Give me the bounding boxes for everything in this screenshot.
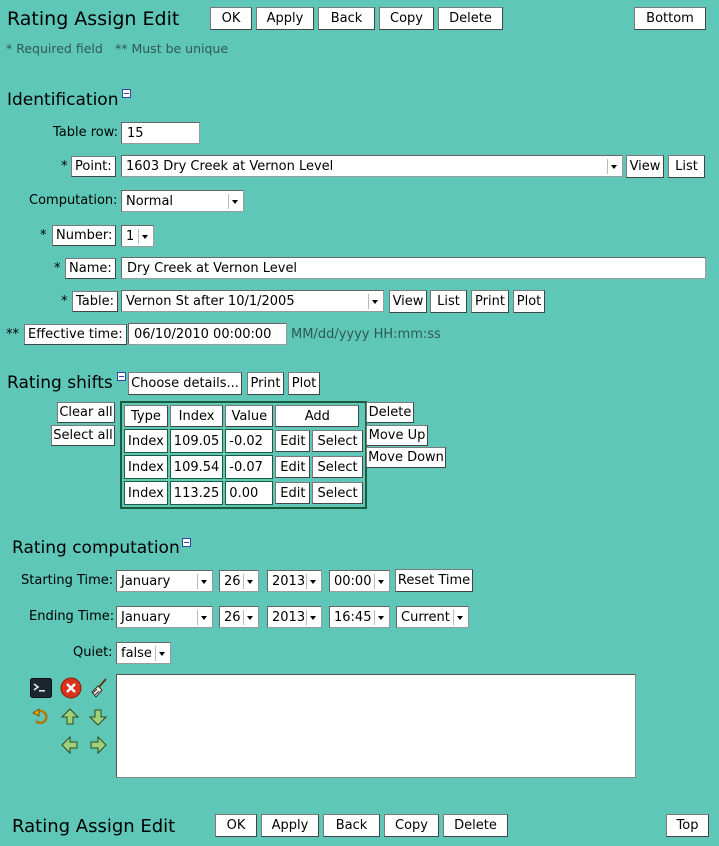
reset-time-button[interactable]: Reset Time bbox=[395, 569, 473, 592]
arrow-right-icon[interactable] bbox=[87, 734, 109, 756]
end-day-value: 26 bbox=[224, 609, 241, 625]
rating-shifts-heading: Rating shifts bbox=[7, 373, 113, 393]
point-view-button[interactable]: View bbox=[626, 155, 664, 178]
table-plot-button[interactable]: Plot bbox=[513, 290, 545, 313]
footer-back-button[interactable]: Back bbox=[323, 814, 380, 837]
collapse-computation-icon[interactable] bbox=[182, 538, 191, 547]
computation-value: Normal bbox=[126, 193, 174, 209]
start-year-value: 2013 bbox=[272, 573, 306, 589]
end-year-value: 2013 bbox=[272, 609, 306, 625]
name-input[interactable]: Dry Creek at Vernon Level bbox=[121, 257, 706, 279]
chevron-down-icon bbox=[306, 610, 319, 625]
collapse-identification-icon[interactable] bbox=[122, 89, 131, 98]
required-note: * Required field bbox=[6, 41, 103, 56]
edit-button[interactable]: Edit bbox=[275, 430, 310, 452]
value-cell: -0.02 bbox=[225, 429, 273, 453]
bottom-button[interactable]: Bottom bbox=[634, 7, 706, 30]
start-day-value: 26 bbox=[224, 573, 241, 589]
chevron-down-icon bbox=[197, 574, 210, 589]
chevron-down-icon bbox=[138, 229, 151, 244]
effective-time-label-button[interactable]: Effective time: bbox=[24, 324, 127, 345]
quiet-select[interactable] bbox=[116, 642, 171, 664]
chevron-down-icon bbox=[228, 194, 241, 209]
top-button[interactable]: Top bbox=[666, 814, 709, 837]
select-button[interactable]: Select bbox=[312, 482, 362, 504]
rating-computation-heading: Rating computation bbox=[12, 538, 180, 558]
index-cell: 109.05 bbox=[170, 429, 224, 453]
select-button[interactable]: Select bbox=[312, 430, 362, 452]
delete-button[interactable]: Delete bbox=[438, 7, 503, 30]
end-time-value: 16:45 bbox=[334, 609, 372, 625]
table-row bbox=[124, 429, 363, 453]
shifts-table bbox=[120, 401, 367, 509]
quiet-value: false bbox=[121, 645, 152, 661]
delete-shift-button[interactable]: Delete bbox=[366, 402, 414, 423]
arrow-down-icon[interactable] bbox=[87, 706, 109, 728]
apply-button[interactable]: Apply bbox=[256, 7, 314, 30]
table-row-label: Table row: bbox=[53, 125, 119, 140]
chevron-down-icon bbox=[306, 574, 319, 589]
identification-heading: Identification bbox=[7, 90, 119, 110]
table-row bbox=[124, 455, 363, 479]
arrow-left-icon[interactable] bbox=[59, 734, 81, 756]
shifts-print-button[interactable]: Print bbox=[247, 372, 284, 395]
value-column-header[interactable]: Value bbox=[225, 405, 273, 427]
table-select[interactable] bbox=[121, 290, 384, 312]
required-star: * bbox=[61, 159, 68, 174]
shifts-plot-button[interactable]: Plot bbox=[288, 372, 320, 395]
chevron-down-icon bbox=[197, 610, 210, 625]
start-time-value: 00:00 bbox=[334, 573, 372, 589]
start-year-select[interactable] bbox=[267, 570, 322, 592]
computation-select[interactable] bbox=[121, 190, 244, 212]
footer-copy-button[interactable]: Copy bbox=[384, 814, 439, 837]
required-star: * bbox=[40, 228, 47, 243]
end-year-select[interactable] bbox=[267, 606, 322, 628]
chevron-down-icon bbox=[453, 610, 466, 625]
choose-details-button[interactable]: Choose details... bbox=[128, 372, 242, 395]
value-cell: -0.07 bbox=[225, 455, 273, 479]
chevron-down-icon bbox=[374, 574, 387, 589]
broom-icon[interactable] bbox=[88, 677, 110, 699]
move-up-button[interactable]: Move Up bbox=[366, 425, 428, 446]
arrow-up-icon[interactable] bbox=[59, 706, 81, 728]
number-label-button[interactable]: Number: bbox=[52, 225, 116, 246]
edit-button[interactable]: Edit bbox=[275, 456, 310, 478]
stop-icon[interactable] bbox=[60, 677, 82, 699]
edit-button[interactable]: Edit bbox=[275, 482, 310, 504]
type-cell: Index bbox=[124, 481, 168, 505]
table-print-button[interactable]: Print bbox=[471, 290, 509, 313]
collapse-shifts-icon[interactable] bbox=[117, 372, 126, 381]
number-select[interactable] bbox=[121, 225, 154, 247]
unique-note: ** Must be unique bbox=[115, 41, 229, 56]
unique-star: ** bbox=[6, 327, 19, 342]
copy-button[interactable]: Copy bbox=[379, 7, 434, 30]
required-star: * bbox=[61, 294, 68, 309]
point-list-button[interactable]: List bbox=[668, 155, 705, 178]
type-cell: Index bbox=[124, 455, 168, 479]
page-title: Rating Assign Edit bbox=[7, 8, 180, 30]
point-label-button[interactable]: Point: bbox=[71, 156, 116, 177]
footer-title: Rating Assign Edit bbox=[12, 816, 176, 837]
starting-time-label: Starting Time: bbox=[21, 573, 114, 588]
clear-all-button[interactable]: Clear all bbox=[57, 402, 115, 423]
footer-delete-button[interactable]: Delete bbox=[443, 814, 508, 837]
ok-button[interactable]: OK bbox=[210, 7, 252, 30]
index-cell: 109.54 bbox=[170, 455, 224, 479]
required-star: * bbox=[54, 261, 61, 276]
table-row-input[interactable]: 15 bbox=[121, 122, 200, 144]
computation-label: Computation: bbox=[29, 193, 118, 208]
move-down-button[interactable]: Move Down bbox=[366, 447, 446, 468]
table-value: Vernon St after 10/1/2005 bbox=[126, 293, 295, 309]
start-time-select[interactable] bbox=[329, 570, 390, 592]
terminal-icon[interactable] bbox=[30, 677, 52, 699]
chevron-down-icon bbox=[243, 574, 256, 589]
table-row bbox=[124, 481, 363, 505]
name-label-button[interactable]: Name: bbox=[65, 258, 116, 279]
effective-time-format: MM/dd/yyyy HH:mm:ss bbox=[291, 327, 441, 342]
chevron-down-icon bbox=[243, 610, 256, 625]
end-time-select[interactable] bbox=[329, 606, 390, 628]
end-mode-select[interactable] bbox=[396, 606, 469, 628]
add-shift-button[interactable]: Add bbox=[275, 405, 359, 427]
number-value: 1 bbox=[126, 228, 135, 244]
point-select[interactable] bbox=[121, 155, 623, 177]
quiet-label: Quiet: bbox=[73, 645, 113, 660]
chevron-down-icon bbox=[155, 646, 168, 661]
footer-ok-button[interactable]: OK bbox=[215, 814, 257, 837]
select-button[interactable]: Select bbox=[312, 456, 362, 478]
back-button[interactable]: Back bbox=[318, 7, 375, 30]
end-mode-value: Current bbox=[401, 609, 450, 625]
ending-time-label: Ending Time: bbox=[29, 609, 115, 624]
end-month-select[interactable] bbox=[116, 606, 213, 628]
output-textarea[interactable] bbox=[116, 674, 636, 778]
footer-apply-button[interactable]: Apply bbox=[261, 814, 319, 837]
undo-icon[interactable] bbox=[30, 706, 52, 728]
effective-time-input[interactable]: 06/10/2010 00:00:00 bbox=[128, 323, 287, 345]
type-column-header[interactable]: Type bbox=[124, 405, 168, 427]
start-month-value: January bbox=[121, 573, 171, 589]
start-day-select[interactable] bbox=[219, 570, 259, 592]
table-list-button[interactable]: List bbox=[430, 290, 467, 313]
index-column-header[interactable]: Index bbox=[170, 405, 224, 427]
chevron-down-icon bbox=[607, 159, 620, 174]
select-all-button[interactable]: Select all bbox=[51, 425, 115, 446]
chevron-down-icon bbox=[374, 610, 387, 625]
end-month-value: January bbox=[121, 609, 171, 625]
table-label-button[interactable]: Table: bbox=[72, 291, 118, 312]
start-month-select[interactable] bbox=[116, 570, 213, 592]
end-day-select[interactable] bbox=[219, 606, 259, 628]
point-value: 1603 Dry Creek at Vernon Level bbox=[126, 158, 334, 174]
chevron-down-icon bbox=[368, 294, 381, 309]
type-cell: Index bbox=[124, 429, 168, 453]
table-view-button[interactable]: View bbox=[389, 290, 427, 313]
value-cell: 0.00 bbox=[225, 481, 273, 505]
index-cell: 113.25 bbox=[170, 481, 224, 505]
